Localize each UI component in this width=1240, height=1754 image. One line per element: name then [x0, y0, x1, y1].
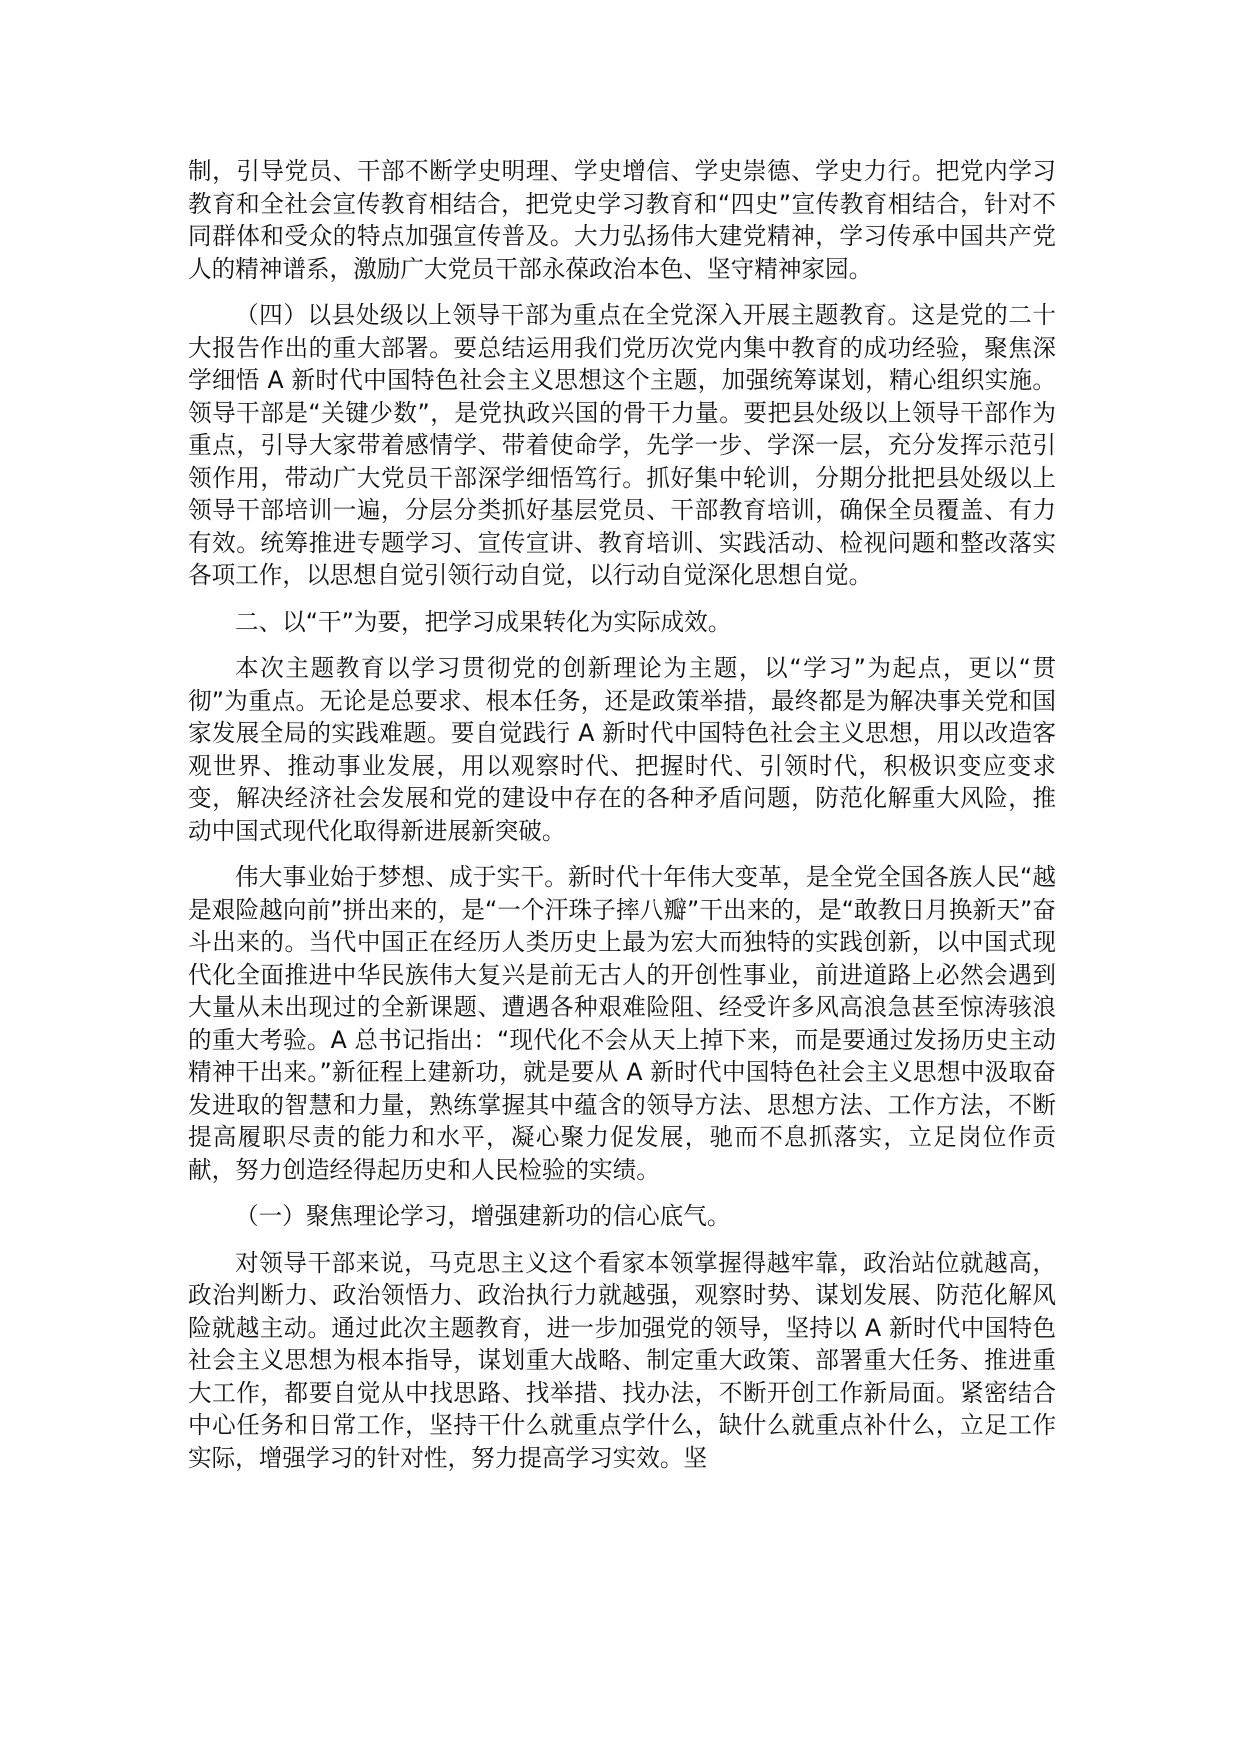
paragraph-7: 对领导干部来说，马克思主义这个看家本领掌握得越牢靠，政治站位就越高，政治判断力、政治领悟力、政治执行力就越强，观察时势、谋划发展、防范化解风险就越主动。通过此次主题教育，进一步加强党的领导，坚持以 A 新时代中国特色社会主义思想为根本指导，谋划重大战略、制定重大政策、部署重大任务、推进重大工作，都要自觉从中找思路、找举措、找办法，不断开创工作新局面。紧密结合中心任务和日常工作，坚持干什么就重点学什么，缺什么就重点补什么，立足工作实际，增强学习的针对性，努力提高学习实效。坚 [188, 1248, 1056, 1472]
document-body [188, 155, 1056, 1488]
paragraph-4: 本次主题教育以学习贯彻党的创新理论为主题，以“学习”为起点，更以“贯彻”为重点。无论是总要求、根本任务，还是政策举措，最终都是为解决事关党和国家发展全局的实践难题。要自觉践行 A 新时代中国特色社会主义思想，用以改造客观世界、推动事业发展，用以观察时代、把握时代、引领时代，积极识变应变求变，解决经济社会发展和党的建设中存在的各种矛盾问题，防范化解重大风险，推动中国式现代化取得新进展新突破。 [188, 654, 1056, 845]
paragraph-1: 制，引导党员、干部不断学史明理、学史增信、学史崇德、学史力行。把党内学习教育和全社会宣传教育相结合，把党史学习教育和“四史”宣传教育相结合，针对不同群体和受众的特点加强宣传普及。大力弘扬伟大建党精神，学习传承中国共产党人的精神谱系，激励广大党员干部永葆政治本色、坚守精神家园。 [188, 157, 1056, 283]
subsection-heading-1: （一）聚焦理论学习，增强建新功的信心底气。 [235, 1202, 731, 1230]
section-heading-2: 二、以“干”为要，把学习成果转化为实际成效。 [235, 607, 732, 636]
paragraph-5: 伟大事业始于梦想、成于实干。新时代十年伟大变革，是全党全国各族人民“越是艰险越向前”拼出来的，是“一个汗珠子摔八瓣”干出来的，是“敢教日月换新天”奋斗出来的。当代中国正在经历人类历史上最为宏大而独特的实践创新，以中国式现代化全面推进中华民族伟大复兴是前无古人的开创性事业，前进道路上必然会遇到大量从未出现过的全新课题、遭遇各种艰难险阻、经受许多风高浪急甚至惊涛骇浪的重大考验。A 总书记指出：“现代化不会从天上掉下来，而是要通过发扬历史主动精神干出来。”新征程上建新功，就是要从 A 新时代中国特色社会主义思想中汲取奋发进取的智慧和力量，熟练掌握其中蕴含的领导方法、思想方法、工作方法，不断提高履职尽责的能力和水平，凝心聚力促发展，驰而不息抓落实，立足岗位作贡献，努力创造经得起历史和人民检验的实绩。 [188, 863, 1056, 1184]
paragraph-2: （四）以县处级以上领导干部为重点在全党深入开展主题教育。这是党的二十大报告作出的重大部署。要总结运用我们党历次党内集中教育的成功经验，聚焦深学细悟 A 新时代中国特色社会主义思想这个主题，加强统筹谋划，精心组织实施。领导干部是“关键少数”，是党执政兴国的骨干力量。要把县处级以上领导干部作为重点，引导大家带着感情学、带着使命学，先学一步、学深一层，充分发挥示范引领作用，带动广大党员干部深学细悟笃行。抓好集中轮训，分期分批把县处级以上领导干部培训一遍，分层分类抓好基层党员、干部教育培训，确保全员覆盖、有力有效。统筹推进专题学习、宣传宣讲、教育培训、实践活动、检视问题和整改落实各项工作，以思想自觉引领行动自觉，以行动自觉深化思想自觉。 [188, 301, 1056, 589]
